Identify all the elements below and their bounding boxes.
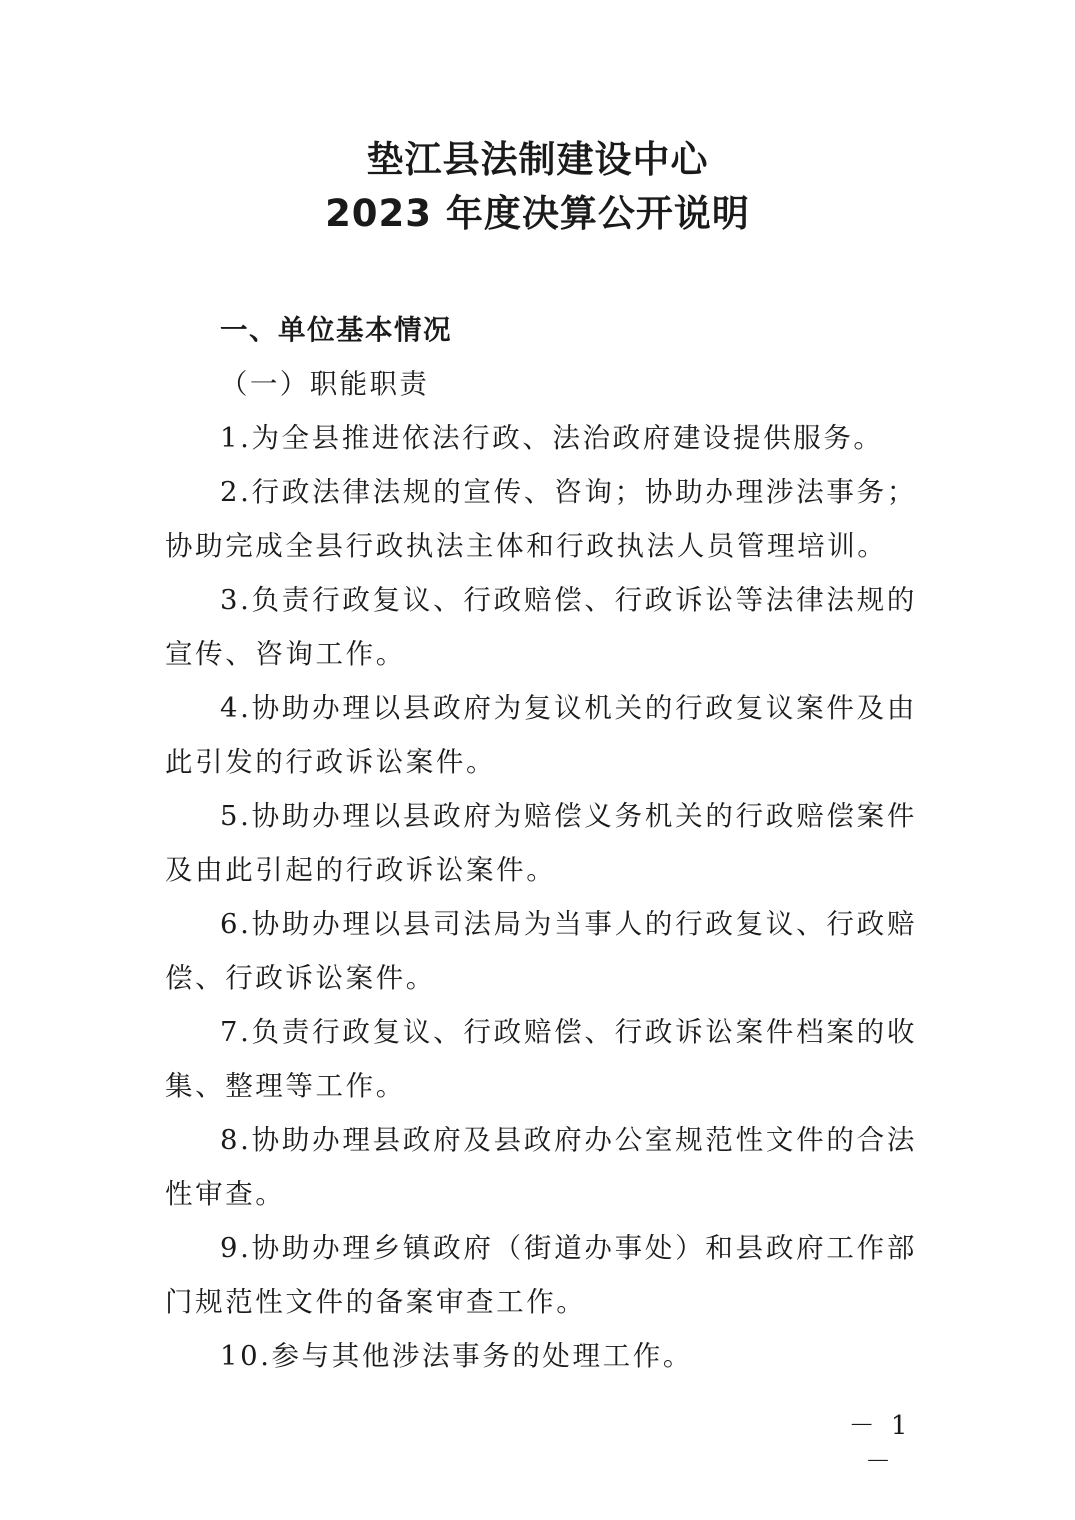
duty-item-3: 3.负责行政复议、行政赔偿、行政诉讼等法律法规的宣传、咨询工作。 bbox=[165, 584, 917, 670]
page-number: － 1 － bbox=[848, 1411, 912, 1477]
duty-item-1: 1.为全县推进依法行政、法治政府建设提供服务。 bbox=[220, 422, 884, 454]
document-body bbox=[165, 303, 917, 1383]
duty-item-2: 2.行政法律法规的宣传、咨询；协助办理涉法事务；协助完成全县行政执法主体和行政执法人员管理培训。 bbox=[165, 476, 917, 562]
section-heading: 一、单位基本情况 bbox=[220, 314, 452, 346]
subsection-heading: （一）职能职责 bbox=[220, 368, 430, 400]
document-title-line2: 2023 年度决算公开说明 bbox=[325, 192, 750, 235]
duty-item-9: 9.协助办理乡镇政府（街道办事处）和县政府工作部门规范性文件的备案审查工作。 bbox=[165, 1232, 917, 1318]
duty-item-4: 4.协助办理以县政府为复议机关的行政复议案件及由此引发的行政诉讼案件。 bbox=[165, 692, 917, 778]
duty-item-7: 7.负责行政复议、行政赔偿、行政诉讼案件档案的收集、整理等工作。 bbox=[165, 1016, 917, 1102]
duty-item-6: 6.协助办理以县司法局为当事人的行政复议、行政赔偿、行政诉讼案件。 bbox=[165, 908, 917, 994]
document-title-line1: 垫江县法制建设中心 bbox=[366, 138, 709, 181]
duty-item-8: 8.协助办理县政府及县政府办公室规范性文件的合法性审查。 bbox=[165, 1124, 917, 1210]
duty-item-5: 5.协助办理以县政府为赔偿义务机关的行政赔偿案件及由此引起的行政诉讼案件。 bbox=[165, 800, 917, 886]
duty-item-10: 10.参与其他涉法事务的处理工作。 bbox=[220, 1340, 693, 1372]
